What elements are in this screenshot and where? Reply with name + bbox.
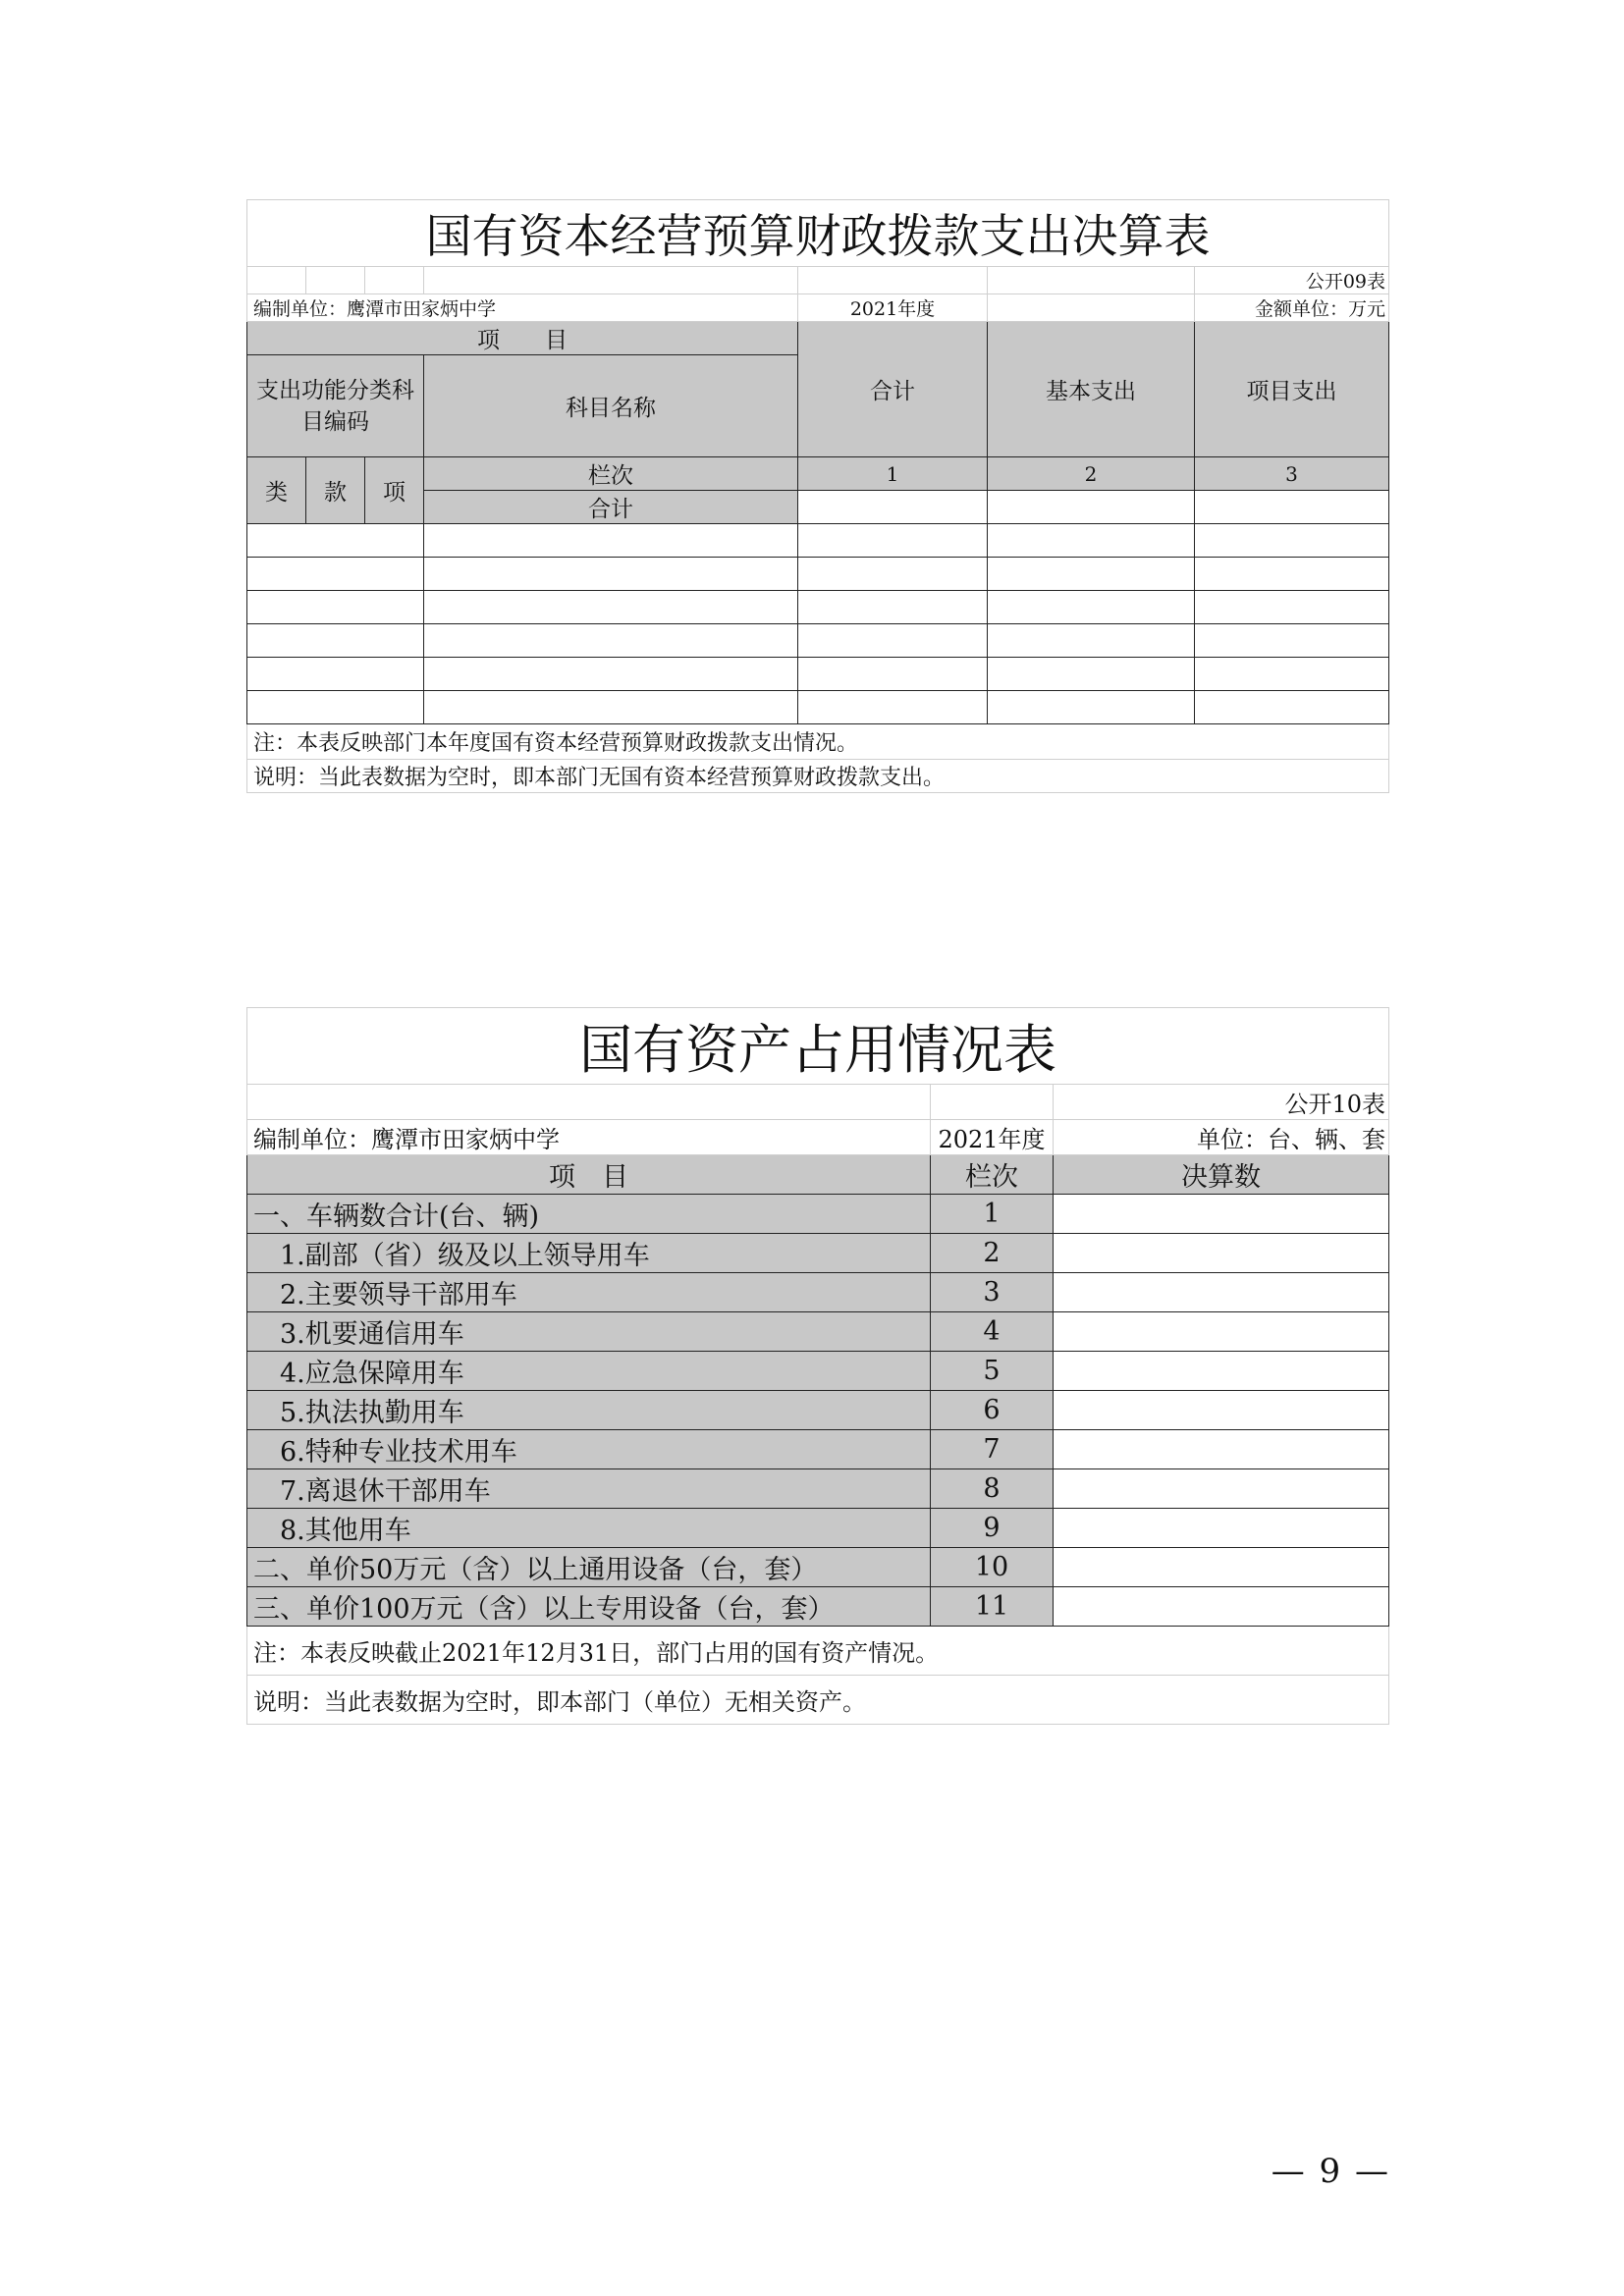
table-09-unit: 编制单位：鹰潭市田家炳中学 — [247, 294, 798, 322]
table-09-header-project: 项 目 — [247, 322, 798, 355]
table-row: 3.机要通信用车 4 — [247, 1312, 1389, 1352]
table-10-form-no: 公开10表 — [1054, 1085, 1389, 1120]
table-row: 6.特种专业技术用车 7 — [247, 1430, 1389, 1469]
table-09-header-basic: 基本支出 — [988, 322, 1195, 457]
table-09-title-row — [247, 200, 1389, 267]
table-row: 2.主要领导干部用车 3 — [247, 1273, 1389, 1312]
table-10-title-row — [247, 1008, 1389, 1085]
table-10-title: 国有资产占用情况表 — [247, 1008, 1389, 1085]
table-09-note: 注：本表反映部门本年度国有资本经营预算财政拨款支出情况。 — [247, 724, 1389, 760]
table-09-sub-lei: 类 — [247, 457, 306, 524]
table-09-sub-kuan: 款 — [306, 457, 365, 524]
table-row: 5.执法执勤用车 6 — [247, 1391, 1389, 1430]
table-row — [247, 658, 1389, 691]
table-row — [247, 558, 1389, 591]
table-10-header-index: 栏次 — [931, 1155, 1054, 1195]
table-09-sub-xiang: 项 — [365, 457, 424, 524]
table-10-unit: 编制单位：鹰潭市田家炳中学 — [247, 1120, 931, 1155]
table-09-year: 2021年度 — [798, 294, 988, 322]
table-row: 三、单价100万元（含）以上专用设备（台，套） 11 — [247, 1587, 1389, 1627]
table-09-explanation: 说明：当此表数据为空时，即本部门无国有资本经营预算财政拨款支出。 — [247, 760, 1389, 793]
table-row: 二、单价50万元（含）以上通用设备（台，套） 10 — [247, 1548, 1389, 1587]
table-09-col-index-1: 1 — [798, 457, 988, 491]
table-10-note: 注：本表反映截止2021年12月31日，部门占用的国有资产情况。 — [247, 1627, 1389, 1676]
table-row: 1.副部（省）级及以上领导用车 2 — [247, 1234, 1389, 1273]
table-09-header-project-exp: 项目支出 — [1195, 322, 1389, 457]
table-09-header-name: 科目名称 — [424, 355, 798, 457]
table-row — [247, 691, 1389, 724]
table-row — [247, 624, 1389, 658]
page-number: — 9 — — [1271, 2152, 1390, 2191]
table-09-total-label: 合计 — [424, 491, 798, 524]
table-09 — [246, 199, 1389, 793]
table-09-header-total: 合计 — [798, 322, 988, 457]
table-09-title: 国有资本经营预算财政拨款支出决算表 — [247, 200, 1389, 267]
table-row: 4.应急保障用车 5 — [247, 1352, 1389, 1391]
table-row — [247, 591, 1389, 624]
table-10 — [246, 1007, 1389, 1725]
table-10-explanation: 说明：当此表数据为空时，即本部门（单位）无相关资产。 — [247, 1676, 1389, 1725]
table-row: 8.其他用车 9 — [247, 1509, 1389, 1548]
table-09-form-no: 公开09表 — [1195, 267, 1389, 294]
table-10-amount-unit: 单位：台、辆、套 — [1054, 1120, 1389, 1155]
table-09-col-index-3: 3 — [1195, 457, 1389, 491]
table-09-amount-unit: 金额单位：万元 — [1195, 294, 1389, 322]
table-09-row-index-label: 栏次 — [424, 457, 798, 491]
table-09-col-index-2: 2 — [988, 457, 1195, 491]
table-10-header-item: 项 目 — [247, 1155, 931, 1195]
table-row — [247, 524, 1389, 558]
table-10-year: 2021年度 — [931, 1120, 1054, 1155]
table-10-header-value: 决算数 — [1054, 1155, 1389, 1195]
table-row: 一、车辆数合计(台、辆) 1 — [247, 1195, 1389, 1234]
table-row: 7.离退休干部用车 8 — [247, 1469, 1389, 1509]
table-09-header-code: 支出功能分类科目编码 — [247, 355, 424, 457]
